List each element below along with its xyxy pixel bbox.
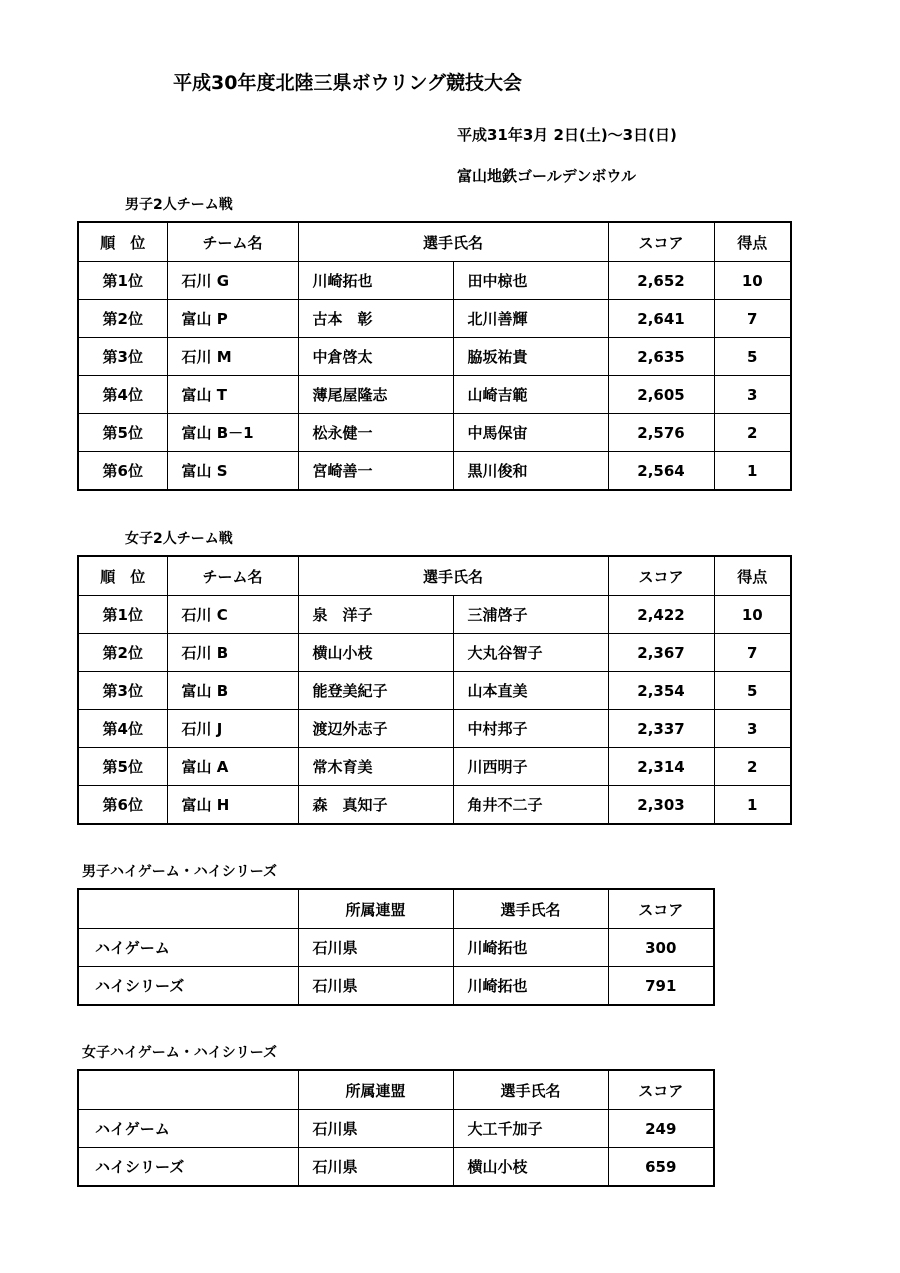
player2-cell: 大丸谷智子 bbox=[453, 634, 608, 672]
player1-cell: 古本 彰 bbox=[298, 300, 453, 338]
women-high-table bbox=[77, 1069, 715, 1187]
points-cell: 2 bbox=[714, 414, 791, 452]
team-cell: 石川 M bbox=[167, 338, 298, 376]
team-cell: 富山 P bbox=[167, 300, 298, 338]
header-score: スコア bbox=[608, 556, 714, 596]
team-cell: 石川 B bbox=[167, 634, 298, 672]
header-rank: 順 位 bbox=[78, 556, 167, 596]
player-cell: 川崎拓也 bbox=[453, 929, 608, 967]
table-row bbox=[78, 338, 791, 376]
rank-cell: 第2位 bbox=[78, 300, 167, 338]
player2-cell: 山本直美 bbox=[453, 672, 608, 710]
points-cell: 10 bbox=[714, 596, 791, 634]
men-team-table bbox=[77, 221, 792, 491]
score-cell: 2,337 bbox=[608, 710, 714, 748]
men-high-table bbox=[77, 888, 715, 1006]
player2-cell: 北川善輝 bbox=[453, 300, 608, 338]
table-header-row bbox=[78, 1070, 714, 1110]
header-federation: 所属連盟 bbox=[298, 1070, 453, 1110]
rank-cell: 第3位 bbox=[78, 672, 167, 710]
player1-cell: 川崎拓也 bbox=[298, 262, 453, 300]
header-players: 選手氏名 bbox=[298, 556, 608, 596]
women-team-table bbox=[77, 555, 792, 825]
federation-cell: 石川県 bbox=[298, 967, 453, 1006]
category-cell: ハイゲーム bbox=[78, 1110, 298, 1148]
team-cell: 石川 J bbox=[167, 710, 298, 748]
player-cell: 横山小枝 bbox=[453, 1148, 608, 1187]
table-row bbox=[78, 1110, 714, 1148]
score-cell: 791 bbox=[608, 967, 714, 1006]
header-score: スコア bbox=[608, 1070, 714, 1110]
rank-cell: 第2位 bbox=[78, 634, 167, 672]
player1-cell: 中倉啓太 bbox=[298, 338, 453, 376]
player1-cell: 泉 洋子 bbox=[298, 596, 453, 634]
event-venue: 富山地鉄ゴールデンボウル bbox=[457, 167, 636, 185]
score-cell: 249 bbox=[608, 1110, 714, 1148]
table-row bbox=[78, 1148, 714, 1187]
rank-cell: 第5位 bbox=[78, 414, 167, 452]
score-cell: 2,576 bbox=[608, 414, 714, 452]
player2-cell: 三浦啓子 bbox=[453, 596, 608, 634]
points-cell: 7 bbox=[714, 300, 791, 338]
rank-cell: 第1位 bbox=[78, 596, 167, 634]
federation-cell: 石川県 bbox=[298, 1148, 453, 1187]
rank-cell: 第4位 bbox=[78, 710, 167, 748]
rank-cell: 第6位 bbox=[78, 786, 167, 825]
table-row bbox=[78, 710, 791, 748]
table-row bbox=[78, 967, 714, 1006]
points-cell: 3 bbox=[714, 376, 791, 414]
men-high-heading: 男子ハイゲーム・ハイシリーズ bbox=[82, 864, 278, 880]
federation-cell: 石川県 bbox=[298, 1110, 453, 1148]
men-team-heading: 男子2人チーム戦 bbox=[125, 197, 233, 213]
score-cell: 2,605 bbox=[608, 376, 714, 414]
header-blank bbox=[78, 889, 298, 929]
header-points: 得点 bbox=[714, 222, 791, 262]
page-title: 平成30年度北陸三県ボウリング競技大会 bbox=[173, 72, 523, 94]
table-header-row bbox=[78, 222, 791, 262]
team-cell: 富山 B－1 bbox=[167, 414, 298, 452]
table-row bbox=[78, 414, 791, 452]
score-cell: 2,422 bbox=[608, 596, 714, 634]
rank-cell: 第5位 bbox=[78, 748, 167, 786]
points-cell: 7 bbox=[714, 634, 791, 672]
team-cell: 富山 B bbox=[167, 672, 298, 710]
score-cell: 2,303 bbox=[608, 786, 714, 825]
player1-cell: 薄尾屋隆志 bbox=[298, 376, 453, 414]
player-cell: 川崎拓也 bbox=[453, 967, 608, 1006]
player1-cell: 森 真知子 bbox=[298, 786, 453, 825]
points-cell: 1 bbox=[714, 786, 791, 825]
points-cell: 3 bbox=[714, 710, 791, 748]
table-row bbox=[78, 300, 791, 338]
team-cell: 石川 C bbox=[167, 596, 298, 634]
rank-cell: 第1位 bbox=[78, 262, 167, 300]
team-cell: 富山 T bbox=[167, 376, 298, 414]
header-points: 得点 bbox=[714, 556, 791, 596]
player2-cell: 中馬保宙 bbox=[453, 414, 608, 452]
header-team: チーム名 bbox=[167, 222, 298, 262]
player1-cell: 横山小枝 bbox=[298, 634, 453, 672]
score-cell: 2,354 bbox=[608, 672, 714, 710]
score-cell: 2,564 bbox=[608, 452, 714, 491]
header-players: 選手氏名 bbox=[298, 222, 608, 262]
player1-cell: 常木育美 bbox=[298, 748, 453, 786]
player2-cell: 角井不二子 bbox=[453, 786, 608, 825]
women-high-heading: 女子ハイゲーム・ハイシリーズ bbox=[82, 1045, 278, 1061]
table-row bbox=[78, 376, 791, 414]
player2-cell: 黒川俊和 bbox=[453, 452, 608, 491]
score-cell: 2,641 bbox=[608, 300, 714, 338]
player2-cell: 川西明子 bbox=[453, 748, 608, 786]
table-row bbox=[78, 929, 714, 967]
federation-cell: 石川県 bbox=[298, 929, 453, 967]
event-date: 平成31年3月 2日(土)～3日(日) bbox=[457, 126, 677, 144]
player2-cell: 田中椋也 bbox=[453, 262, 608, 300]
score-cell: 2,635 bbox=[608, 338, 714, 376]
table-row bbox=[78, 452, 791, 491]
team-cell: 石川 G bbox=[167, 262, 298, 300]
points-cell: 2 bbox=[714, 748, 791, 786]
player1-cell: 能登美紀子 bbox=[298, 672, 453, 710]
team-cell: 富山 S bbox=[167, 452, 298, 491]
player1-cell: 宮崎善一 bbox=[298, 452, 453, 491]
player1-cell: 松永健一 bbox=[298, 414, 453, 452]
score-cell: 2,652 bbox=[608, 262, 714, 300]
table-row bbox=[78, 596, 791, 634]
header-team: チーム名 bbox=[167, 556, 298, 596]
table-row bbox=[78, 672, 791, 710]
table-row bbox=[78, 634, 791, 672]
table-row bbox=[78, 748, 791, 786]
table-row bbox=[78, 262, 791, 300]
rank-cell: 第3位 bbox=[78, 338, 167, 376]
header-player: 選手氏名 bbox=[453, 1070, 608, 1110]
player-cell: 大工千加子 bbox=[453, 1110, 608, 1148]
team-cell: 富山 H bbox=[167, 786, 298, 825]
score-cell: 659 bbox=[608, 1148, 714, 1187]
women-team-heading: 女子2人チーム戦 bbox=[125, 531, 233, 547]
points-cell: 5 bbox=[714, 338, 791, 376]
team-cell: 富山 A bbox=[167, 748, 298, 786]
points-cell: 5 bbox=[714, 672, 791, 710]
player2-cell: 中村邦子 bbox=[453, 710, 608, 748]
player2-cell: 山崎吉範 bbox=[453, 376, 608, 414]
header-federation: 所属連盟 bbox=[298, 889, 453, 929]
table-row bbox=[78, 786, 791, 825]
score-cell: 2,314 bbox=[608, 748, 714, 786]
header-blank bbox=[78, 1070, 298, 1110]
player2-cell: 脇坂祐貴 bbox=[453, 338, 608, 376]
header-score: スコア bbox=[608, 222, 714, 262]
table-header-row bbox=[78, 889, 714, 929]
points-cell: 1 bbox=[714, 452, 791, 491]
rank-cell: 第6位 bbox=[78, 452, 167, 491]
header-player: 選手氏名 bbox=[453, 889, 608, 929]
category-cell: ハイシリーズ bbox=[78, 1148, 298, 1187]
points-cell: 10 bbox=[714, 262, 791, 300]
score-cell: 2,367 bbox=[608, 634, 714, 672]
header-score: スコア bbox=[608, 889, 714, 929]
player1-cell: 渡辺外志子 bbox=[298, 710, 453, 748]
table-header-row bbox=[78, 556, 791, 596]
score-cell: 300 bbox=[608, 929, 714, 967]
category-cell: ハイゲーム bbox=[78, 929, 298, 967]
category-cell: ハイシリーズ bbox=[78, 967, 298, 1006]
header-rank: 順 位 bbox=[78, 222, 167, 262]
rank-cell: 第4位 bbox=[78, 376, 167, 414]
